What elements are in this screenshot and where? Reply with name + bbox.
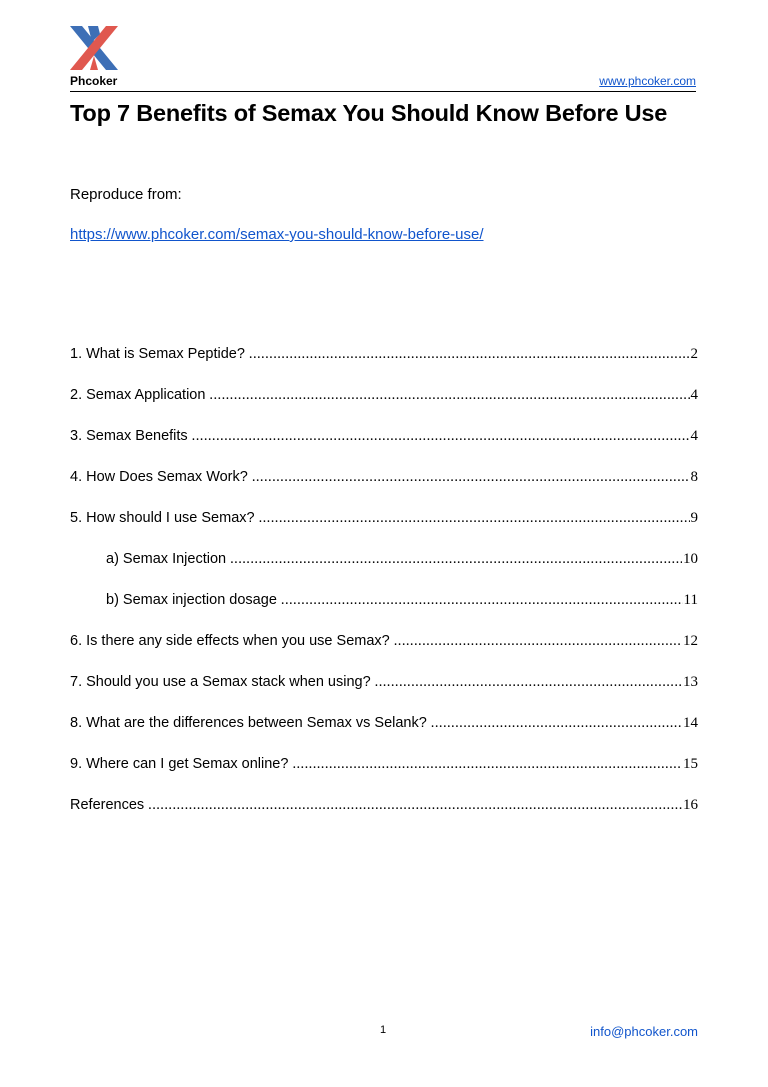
toc-entry-text: 7. Should you use a Semax stack when using? xyxy=(70,674,371,690)
toc-leader xyxy=(192,428,690,445)
toc-entry[interactable] xyxy=(70,387,698,428)
toc-leader xyxy=(252,469,690,486)
source-link[interactable]: https://www.phcoker.com/semax-you-should-know-before-use/ xyxy=(70,226,484,243)
toc-entry[interactable] xyxy=(70,428,698,469)
toc-entry-text: 6. Is there any side effects when you use Semax? xyxy=(70,633,390,649)
toc-page-number: 8 xyxy=(690,469,698,485)
toc-entry-text: a) Semax Injection xyxy=(106,551,227,567)
header-divider xyxy=(70,91,696,92)
document-title: Top 7 Benefits of Semax You Should Know Before Use xyxy=(70,100,668,126)
toc-leader xyxy=(148,797,682,814)
header-brand: Phcoker xyxy=(70,74,118,88)
toc-entry[interactable] xyxy=(70,756,698,797)
toc-entry-text: 5. How should I use Semax? xyxy=(70,510,255,526)
toc-entry[interactable] xyxy=(70,797,698,838)
toc-subentry[interactable] xyxy=(70,551,698,592)
toc-leader xyxy=(259,510,690,527)
toc-entry-text: 3. Semax Benefits xyxy=(70,428,188,444)
toc-page-number: 9 xyxy=(690,510,698,526)
toc-leader xyxy=(375,674,682,691)
toc-page-number: 11 xyxy=(683,592,698,608)
toc-entry-text: 4. How Does Semax Work? xyxy=(70,469,248,485)
toc-entry[interactable] xyxy=(70,510,698,551)
toc-page-number: 12 xyxy=(683,633,698,649)
header-website-link[interactable]: www.phcoker.com xyxy=(599,74,696,88)
toc-leader xyxy=(249,346,690,363)
toc-page-number: 16 xyxy=(683,797,698,813)
toc-entry[interactable] xyxy=(70,346,698,387)
toc-page-number: 4 xyxy=(690,387,698,403)
toc-page-number: 13 xyxy=(683,674,698,690)
toc-leader xyxy=(292,756,682,773)
toc-page-number: 15 xyxy=(683,756,698,772)
toc-leader xyxy=(394,633,682,650)
toc-page-number: 14 xyxy=(683,715,698,731)
toc-leader xyxy=(431,715,682,732)
footer-email[interactable]: info@phcoker.com xyxy=(590,1024,698,1039)
toc-leader xyxy=(230,551,682,568)
toc-page-number: 10 xyxy=(683,551,698,567)
toc-page-number: 2 xyxy=(690,346,698,362)
toc-entry-text: b) Semax injection dosage xyxy=(106,592,277,608)
reproduce-label: Reproduce from: xyxy=(70,186,182,203)
toc-entry[interactable] xyxy=(70,469,698,510)
table-of-contents xyxy=(70,346,698,838)
toc-entry[interactable] xyxy=(70,633,698,674)
toc-entry-text: 8. What are the differences between Semax vs Selank? xyxy=(70,715,427,731)
toc-entry[interactable] xyxy=(70,674,698,715)
toc-entry-text: 1. What is Semax Peptide? xyxy=(70,346,245,362)
toc-leader xyxy=(281,592,683,609)
toc-entry-text: 2. Semax Application xyxy=(70,387,206,403)
toc-entry-text: References xyxy=(70,797,145,813)
toc-subentry[interactable] xyxy=(70,592,698,633)
toc-entry[interactable] xyxy=(70,715,698,756)
footer-page-number: 1 xyxy=(380,1024,387,1036)
toc-leader xyxy=(209,387,689,404)
toc-page-number: 4 xyxy=(690,428,698,444)
toc-entry-text: 9. Where can I get Semax online? xyxy=(70,756,289,772)
phcoker-logo xyxy=(68,24,120,72)
